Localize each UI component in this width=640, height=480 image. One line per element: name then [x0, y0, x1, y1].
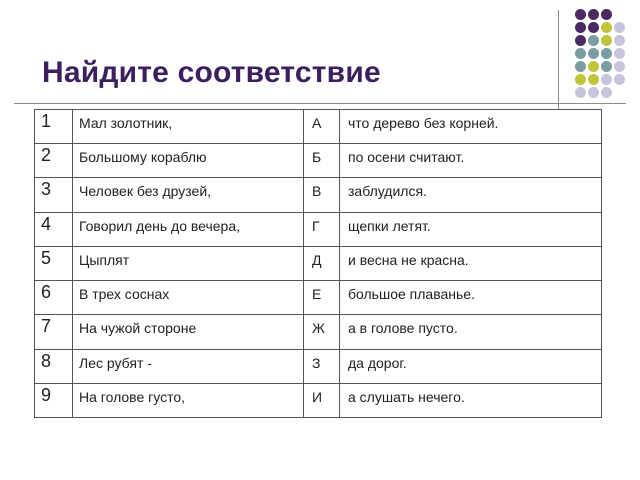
- table-row: [35, 144, 602, 178]
- answer-letter: З: [304, 349, 340, 383]
- answer-letter: Ж: [304, 315, 340, 349]
- row-number: 6: [35, 281, 73, 315]
- answer-letter: А: [304, 110, 340, 144]
- decor-dot: [588, 74, 599, 85]
- proverb-end: по осени считают.: [340, 144, 602, 178]
- decor-dot: [575, 87, 586, 98]
- decor-vertical-line: [558, 10, 559, 110]
- row-number: 7: [35, 315, 73, 349]
- proverb-start: Цыплят: [73, 246, 304, 280]
- proverb-start: Большому кораблю: [73, 144, 304, 178]
- row-number: 2: [35, 144, 73, 178]
- proverb-end: а слушать нечего.: [340, 383, 602, 417]
- proverb-end: и весна не красна.: [340, 246, 602, 280]
- table-row: [35, 110, 602, 144]
- proverb-start: Человек без друзей,: [73, 178, 304, 212]
- decor-dot: [588, 35, 599, 46]
- table-row: [35, 281, 602, 315]
- proverb-start: На голове густо,: [73, 383, 304, 417]
- proverb-end: да дорог.: [340, 349, 602, 383]
- proverb-start: Говорил день до вечера,: [73, 212, 304, 246]
- decor-dot: [601, 61, 612, 72]
- table-row: [35, 383, 602, 417]
- answer-letter: И: [304, 383, 340, 417]
- proverb-start: На чужой стороне: [73, 315, 304, 349]
- table-row: [35, 178, 602, 212]
- decor-dot: [588, 48, 599, 59]
- decor-dot: [614, 48, 625, 59]
- decor-dot: [601, 9, 612, 20]
- table-row: [35, 315, 602, 349]
- decor-dot: [614, 22, 625, 33]
- decor-dot: [601, 87, 612, 98]
- decor-dot: [601, 48, 612, 59]
- decor-dot: [588, 87, 599, 98]
- proverb-end: что дерево без корней.: [340, 110, 602, 144]
- table-row: [35, 349, 602, 383]
- answer-letter: Е: [304, 281, 340, 315]
- row-number: 8: [35, 349, 73, 383]
- proverb-start: Мал золотник,: [73, 110, 304, 144]
- decor-dot-grid: [566, 7, 636, 107]
- answer-letter: Д: [304, 246, 340, 280]
- decor-dot: [588, 22, 599, 33]
- answer-letter: В: [304, 178, 340, 212]
- row-number: 5: [35, 246, 73, 280]
- decor-dot: [601, 74, 612, 85]
- decor-dot: [575, 35, 586, 46]
- decor-dot: [588, 61, 599, 72]
- answer-letter: Б: [304, 144, 340, 178]
- matching-table: [34, 109, 602, 418]
- row-number: 4: [35, 212, 73, 246]
- table-row: [35, 212, 602, 246]
- decor-dot: [575, 9, 586, 20]
- row-number: 3: [35, 178, 73, 212]
- decor-dot: [614, 74, 625, 85]
- proverb-end: а в голове пусто.: [340, 315, 602, 349]
- proverb-end: заблудился.: [340, 178, 602, 212]
- row-number: 9: [35, 383, 73, 417]
- decor-horizontal-line: [14, 103, 626, 104]
- decor-dot: [575, 22, 586, 33]
- decor-dot: [601, 22, 612, 33]
- decor-dot: [601, 35, 612, 46]
- page-title: Найдите соответствие: [42, 56, 381, 89]
- table-row: [35, 246, 602, 280]
- answer-letter: Г: [304, 212, 340, 246]
- decor-dot: [614, 35, 625, 46]
- proverb-end: щепки летят.: [340, 212, 602, 246]
- decor-dot: [575, 61, 586, 72]
- proverb-start: В трех соснах: [73, 281, 304, 315]
- proverb-end: большое плаванье.: [340, 281, 602, 315]
- proverb-start: Лес рубят -: [73, 349, 304, 383]
- decor-dot: [575, 48, 586, 59]
- decor-dot: [588, 9, 599, 20]
- decor-dot: [614, 61, 625, 72]
- decor-dot: [575, 74, 586, 85]
- row-number: 1: [35, 110, 73, 144]
